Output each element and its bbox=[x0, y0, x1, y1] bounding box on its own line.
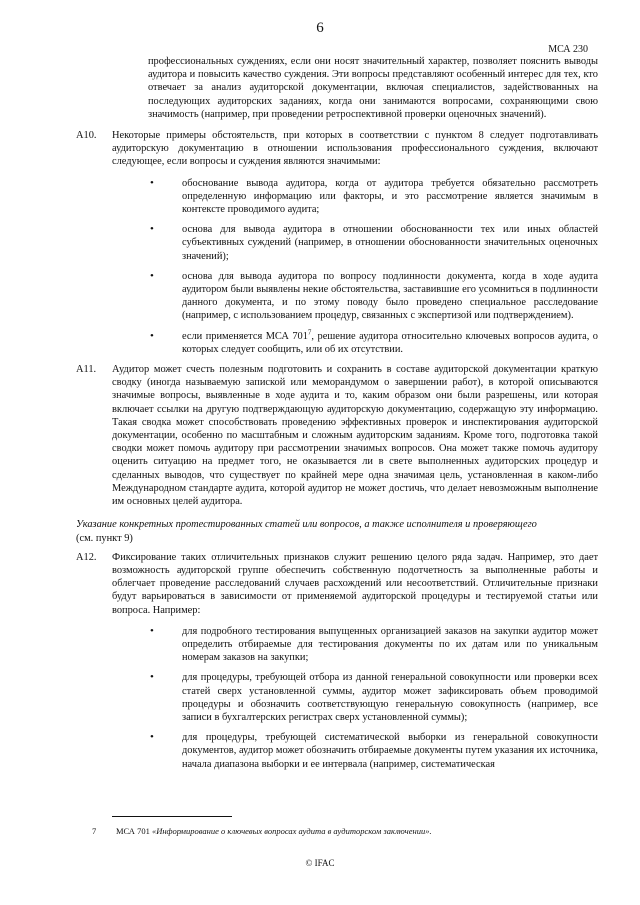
paragraph-text: Некоторые примеры обстоятельств, при которых в соответствии с пунктом 8 следует подготавливать аудиторскую документацию в отношении использования профессионального суждения, включают следующее, если вопросы и суждения являются значимыми: bbox=[112, 130, 598, 168]
a12-bullet-list bbox=[148, 625, 598, 771]
bullet-text-end: , решение аудитора относительно ключевых вопросов аудита, о которых следует сообщить, или об их отсутствии. bbox=[182, 330, 599, 355]
bullet-text: основа для вывода аудитора по вопросу подлинности документа, когда в ходе аудита аудитором были выявлены некие обстоятельства, заставившие его усомниться в подлинности данного документа, и по этому поводу было проведено специальное расследование (например, с использованием процедур, связанных с экспертизой или подтверждением). bbox=[182, 270, 598, 322]
bullet-text-start: если применяется МСА 701 bbox=[182, 330, 308, 342]
standard-code: МСА 230 bbox=[548, 44, 588, 55]
paragraph-a10 bbox=[76, 129, 598, 169]
page-number: 6 bbox=[316, 20, 324, 36]
bullet-text: основа для вывода аудитора в отношении обоснованности тех или иных областей субъективных суждений (например, в отношении обоснованности значительных оценочных значений); bbox=[182, 224, 598, 262]
list-item bbox=[148, 223, 598, 263]
bullet-text bbox=[182, 330, 598, 356]
intro-continuation: профессиональных суждениях, если они носят значительный характер, позволяет пояснить выводы аудитора и повысить качество суждения. Эти вопросы представляют особенный интерес для тех, кто отвечает за анализ аудиторской документации, включая специалистов, задействованных на последующих аудиторских заданиях, когда они занимаются вопросами, сохраняющими свою значимость (например, при проведении ретроспективной проверки оценочных значений). bbox=[148, 56, 598, 120]
footnote-title: «Информирование о ключевых вопросах аудита в аудиторском заключении». bbox=[151, 826, 432, 836]
footnote-number: 7 bbox=[92, 826, 97, 836]
list-item bbox=[148, 731, 598, 771]
copyright: © IFAC bbox=[305, 858, 335, 868]
footnote-divider bbox=[112, 816, 232, 817]
document-body bbox=[76, 55, 599, 778]
paragraph-a11 bbox=[76, 363, 598, 508]
list-item bbox=[148, 270, 598, 323]
footnote-prefix: МСА 701 bbox=[116, 826, 152, 836]
bullet-text: обоснование вывода аудитора, когда от аудитора требуется обязательно рассмотреть определенную информацию или факторы, и это рассмотрение является значимым в контексте проводимого аудита; bbox=[182, 177, 598, 216]
list-item bbox=[148, 625, 598, 665]
paragraph-number: A12. bbox=[76, 551, 97, 563]
bullet-icon: • bbox=[150, 671, 154, 684]
paragraph-text: Фиксирование таких отличительных признаков служит решению целого ряда задач. Например, это дает возможность аудиторской группе обеспечить собственную подотчетность за выполненные работы и облегчает проведение расследований случаев расхождений или несоответствий. Отличительные признаки будут варьироваться в зависимости от применяемой аудиторской процедуры и тестируемой статьи или вопроса. Например: bbox=[112, 551, 598, 616]
bullet-text: для процедуры, требующей систематической выборки из генеральной совокупности документов, аудитор может обозначить отбираемые документы путем указания их источника, начала диапазона выборки и ее интервала (например, систематическая bbox=[182, 732, 598, 770]
section-heading-ref: (см. пункт 9) bbox=[76, 532, 133, 544]
bullet-icon: • bbox=[150, 624, 154, 637]
bullet-icon: • bbox=[150, 176, 154, 189]
paragraph-number: A10. bbox=[76, 130, 97, 142]
paragraph-a12 bbox=[76, 551, 598, 617]
bullet-text: для процедуры, требующей отбора из данной генеральной совокупности или проверки всех статей сверх установленной суммы, аудитор может зафиксировать объем проводимой процедуры и обозначить соответствующую генеральную совокупность (например, все записи в бухгалтерских регистрах сверх установленной суммы); bbox=[182, 672, 598, 723]
bullet-icon: • bbox=[150, 329, 154, 342]
list-item bbox=[148, 330, 598, 356]
section-heading-italic: Указание конкретных протестированных статей или вопросов, а также исполнителя и проверяющего bbox=[76, 519, 537, 531]
footnote-text bbox=[116, 826, 432, 836]
section-heading bbox=[76, 518, 598, 544]
footnote-ref[interactable]: 7 bbox=[307, 328, 312, 337]
list-item bbox=[148, 177, 598, 217]
bullet-icon: • bbox=[150, 269, 154, 282]
list-item bbox=[148, 671, 598, 724]
bullet-icon: • bbox=[150, 223, 154, 236]
paragraph-number: A11. bbox=[76, 364, 97, 376]
a10-bullet-list bbox=[148, 177, 598, 356]
paragraph-text: Аудитор может счесть полезным подготовить и сохранить в составе аудиторской документации краткую сводку (иногда называемую запиской или меморандумом о завершении работ), в которой описываются значимые вопросы, выявленные в ходе аудита и то, каким образом они были разрешены, или которая включает ссылки на другую подтверждающую аудиторскую документацию, содержащую эту информацию. Такая сводка может способствовать проведению эффективных проверок и инспектирования аудиторской документации, особенно по масштабным и сложным аудиторским заданиям. Кроме того, подготовка такой сводки может помочь аудитору при рассмотрении значимых вопросов. Она может также помочь аудитору оценить ситуацию на предмет того, не оказывается ли в свете выполненных аудиторских процедур и сделанных выводов, что существует по крайней мере одна значимая цель, установленная в каком-либо Международном стандарте аудита, которой аудитор не может достичь, что делает невозможным выполнение им основных целей аудитора. bbox=[112, 364, 598, 508]
footnote bbox=[92, 826, 598, 836]
bullet-icon: • bbox=[150, 731, 154, 744]
bullet-text: для подробного тестирования выпущенных организацией заказов на закупки аудитор может определить отбираемые для тестирования документы по их датам или по уникальным номерам заказов на закупки; bbox=[182, 625, 598, 664]
